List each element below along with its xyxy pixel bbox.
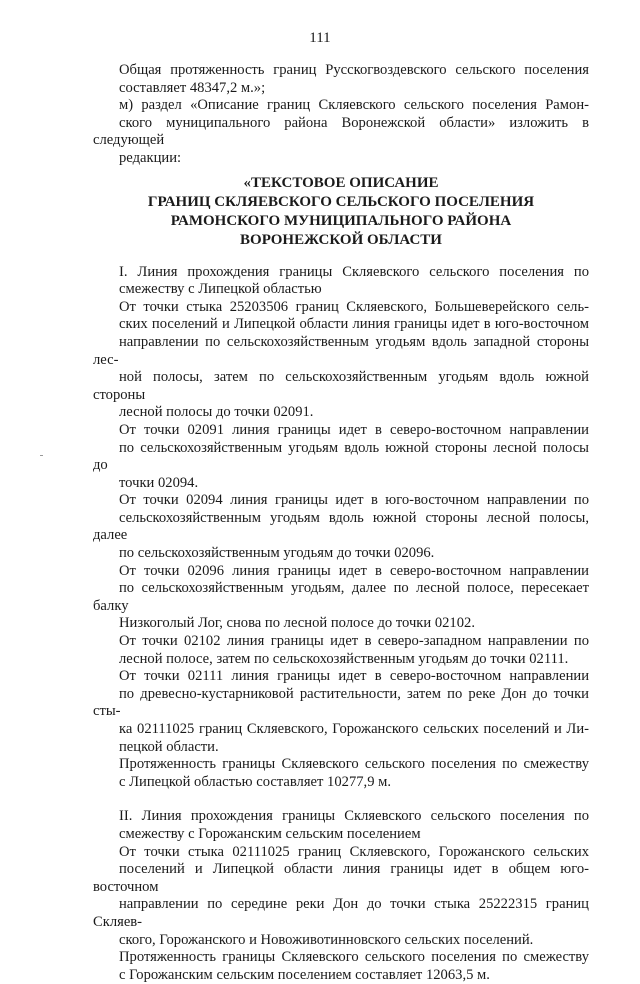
heading-line: РАМОНСКОГО МУНИЦИПАЛЬНОГО РАЙОНА [170,212,512,229]
paragraph [93,949,589,984]
text-line: по сельскохозяйственным угодьям, далее по лесной полосе, пересекает балку [93,580,589,614]
section-1 [93,264,589,792]
section-heading [93,174,589,250]
text-line: От точки 02096 линия границы идет в северо-восточном направлении [119,562,589,579]
text-line: поселений и Липецкой области линия границы идет в общем юго-восточном [93,861,589,895]
text-line: ского муниципального района Воронежской области» изложить в следующей [93,114,589,149]
text-line: I. Линия прохождения границы Скляевского сельского поселения по [119,263,589,280]
text-line: Низкоголый Лог, снова по лесной полосе до точки 02102. [119,615,475,632]
paragraph [93,62,589,97]
paragraph [93,633,589,668]
text-line: ка 02111025 границ Скляевского, Горожанского сельских поселений и Ли- [119,721,589,737]
heading-line: ВОРОНЕЖСКОЙ ОБЛАСТИ [240,231,442,248]
paragraph [93,756,589,791]
paragraph [93,422,589,492]
text-line: м) раздел «Описание границ Скляевского сельского поселения Рамон- [119,97,589,114]
paragraph [93,299,589,422]
text-line: Протяженность границы Скляевского сельского поселения по смежеству [119,756,589,773]
text-line: редакции: [119,149,182,166]
paragraph [93,97,589,167]
section-2 [93,808,589,984]
heading-line: «ТЕКСТОВОЕ ОПИСАНИЕ [243,174,439,191]
text-line: Общая протяженность границ Русскогвоздевского сельского поселения [119,62,589,78]
text-line: сельскохозяйственным угодьям вдоль южной стороны лесной полосы, далее [93,509,589,544]
text-line: точки 02094. [119,474,199,491]
document-body [93,62,589,984]
margin-mark [40,455,43,456]
text-line: смежеству с Липецкой областью [119,281,322,298]
text-line: От точки стыка 02111025 границ Скляевского, Горожанского сельских [119,843,589,860]
text-line: по сельскохозяйственным угодьям вдоль южной стороны лесной полосы до [93,439,589,474]
text-line: направлении по середине реки Дон до точки стыка 25222315 границ Скляев- [93,896,589,930]
text-line: составляет 48347,2 м.»; [119,79,266,96]
text-line: смежеству с Горожанским сельским поселением [119,825,421,842]
text-line: направлении по сельскохозяйственным угодьям вдоль западной стороны лес- [93,333,589,368]
text-line: по сельскохозяйственным угодьям до точки 02096. [119,545,435,562]
text-line: ной полосы, затем по сельскохозяйственным угодьям вдоль южной стороны [93,369,589,403]
text-line: От точки 02102 линия границы идет в северо-западном направлении по [119,633,589,650]
paragraph [93,668,589,756]
text-line: пецкой области. [119,738,219,755]
text-line: От точки 02091 линия границы идет в северо-восточном направлении [119,421,589,438]
text-line: ских поселений и Липецкой области линия границы идет в юго-восточном [119,316,589,333]
paragraph [93,844,589,950]
section-gap [93,791,589,808]
text-line: лесной полосе, затем по сельскохозяйственным угодьям до точки 02111. [119,650,569,667]
paragraph [93,492,589,562]
text-line: ского, Горожанского и Новоживотинновского сельских поселений. [119,931,534,948]
text-line: Протяженность границы Скляевского сельского поселения по смежеству [119,949,589,966]
paragraph [93,264,589,299]
intro-block [93,62,589,168]
text-line: II. Линия прохождения границы Скляевского сельского поселения по [119,808,589,825]
text-line: лесной полосы до точки 02091. [119,404,314,421]
heading-line: ГРАНИЦ СКЛЯЕВСКОГО СЕЛЬСКОГО ПОСЕЛЕНИЯ [147,193,535,210]
text-line: по древесно-кустарниковой растительности, затем по реке Дон до точки сты- [93,685,589,720]
text-line: с Липецкой областью составляет 10277,9 м. [119,773,392,790]
paragraph [93,808,589,843]
text-line: От точки 02111 линия границы идет в северо-восточном направлении [119,668,589,685]
page-number: 111 [309,30,331,46]
text-line: с Горожанским сельским поселением составляет 12063,5 м. [119,966,490,983]
text-line: От точки 02094 линия границы идет в юго-восточном направлении по [119,492,589,509]
paragraph [93,563,589,633]
text-line: От точки стыка 25203506 границ Скляевского, Большеверейского сель- [119,298,589,315]
